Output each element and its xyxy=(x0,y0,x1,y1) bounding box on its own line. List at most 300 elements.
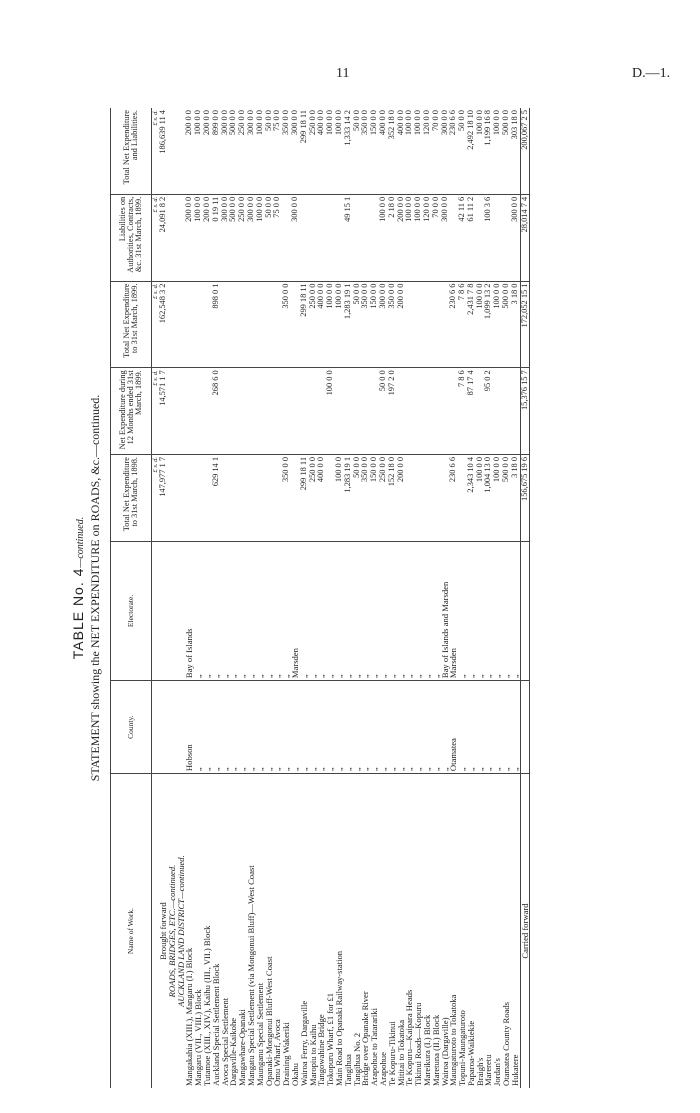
cell-liabilities xyxy=(326,194,335,281)
cell-total-1898 xyxy=(238,454,247,541)
cell-total-liabilities: 350 0 0 xyxy=(361,108,370,194)
cell-total-1898 xyxy=(256,454,265,541)
table-body-rows xyxy=(185,108,520,1088)
cell-county: „ xyxy=(212,681,221,774)
section-heading-row xyxy=(177,108,186,1088)
cell-liabilities: 250 0 0 xyxy=(238,194,247,281)
cell-work: Tikinui Roads—Kopuru xyxy=(413,1002,424,1086)
cell-total-liabilities: 100 0 0 xyxy=(405,108,414,194)
cell-net-1899 xyxy=(397,368,406,455)
cell-total-1899 xyxy=(423,281,432,368)
carried-forward-row xyxy=(520,108,530,1088)
cell-total-1899: 350 0 0 xyxy=(388,281,397,368)
cell-county: Hobson xyxy=(185,681,194,774)
cell-liabilities: 300 0 0 xyxy=(247,194,256,281)
cell-total-liabilities: 300 0 0 xyxy=(247,108,256,194)
cell-county: „ xyxy=(309,681,318,774)
cell-total-1899: 50 0 0 xyxy=(353,281,362,368)
cell-work: Main Road to Opanaki Railway-station xyxy=(333,950,344,1086)
cell-total-liabilities: 150 0 0 xyxy=(370,108,379,194)
cell-county: „ xyxy=(256,681,265,774)
cell-total-1898: 100 0 0 xyxy=(476,454,485,541)
table-row xyxy=(282,108,291,1088)
cell-total-1899: 100 0 0 xyxy=(335,281,344,368)
cell-work: Arapohue xyxy=(377,1052,388,1086)
cell-electorate: „ xyxy=(256,541,265,680)
cell-county: „ xyxy=(247,681,256,774)
cell-net-1899 xyxy=(221,368,230,455)
table-row xyxy=(353,108,362,1088)
cell-liabilities: 100 0 0 xyxy=(379,194,388,281)
cell-total-1899 xyxy=(256,281,265,368)
cell-net-1899: 87 17 4 xyxy=(467,368,476,455)
cell-work: Auckland Special Settlement Block xyxy=(210,963,221,1086)
cell-net-1899 xyxy=(335,368,344,455)
cell-total-liabilities: 100 0 0 xyxy=(194,108,203,194)
cell-total-liabilities: 230 6 6 xyxy=(449,108,458,194)
cell-total-liabilities: 50 0 0 xyxy=(353,108,362,194)
table-row xyxy=(476,108,485,1088)
cell-electorate: „ xyxy=(229,541,238,680)
cell-net-1899 xyxy=(344,368,353,455)
cell-liabilities: 500 0 0 xyxy=(229,194,238,281)
cell-net-1899: 100 0 0 xyxy=(326,368,335,455)
cell-electorate: „ xyxy=(432,541,441,680)
table-subtitle: STATEMENT showing the NET EXPENDITURE on ROADS, &c.—continued. xyxy=(88,394,102,782)
cell-liabilities: 70 0 0 xyxy=(432,194,441,281)
table-row xyxy=(511,108,520,1088)
cell-total-liabilities: 200 0 0 xyxy=(185,108,194,194)
cell-total-1899: 200 0 0 xyxy=(397,281,406,368)
cell-county: „ xyxy=(194,681,203,774)
cell-total-1898: 50 0 0 xyxy=(353,454,362,541)
cell-work: Tutamoe (XIII., XIV.), Kaihu (III., VII.) Block xyxy=(201,925,212,1086)
cell-county: „ xyxy=(379,681,388,774)
cell-total-1898: 350 0 0 xyxy=(361,454,370,541)
cell-liabilities: 100 0 0 xyxy=(405,194,414,281)
col-header-work: Name of Work. xyxy=(111,774,152,1088)
cell-work: Tangihua xyxy=(342,1054,353,1086)
cell-total-1899 xyxy=(247,281,256,368)
cell-total-1898: 150 0 0 xyxy=(370,454,379,541)
cell-total-1899: 500 0 0 xyxy=(502,281,511,368)
cell-electorate: „ xyxy=(309,541,318,680)
cell-electorate: „ xyxy=(212,541,221,680)
cell-county: „ xyxy=(484,681,493,774)
rotated-table-page xyxy=(70,88,670,1088)
cell-liabilities xyxy=(317,194,326,281)
units-label: £ s. d. xyxy=(152,281,160,368)
cell-county: „ xyxy=(282,681,291,774)
cell-net-1899 xyxy=(353,368,362,455)
units-label: £ s. d. xyxy=(152,454,160,541)
cell-total-1899: 172,052 15 1 xyxy=(520,281,530,368)
cell-total-1899 xyxy=(432,281,441,368)
table-row xyxy=(326,108,335,1088)
cell-total-1899: 350 0 0 xyxy=(361,281,370,368)
cell-net-1899: 7 8 6 xyxy=(458,368,467,455)
table-row xyxy=(247,108,256,1088)
cell-liabilities: 300 0 0 xyxy=(441,194,450,281)
cell-electorate: „ xyxy=(247,541,256,680)
cell-work: Okahu xyxy=(289,1063,300,1086)
cell-work: Tokopuru Wharf, £1 for £1 xyxy=(325,992,336,1086)
table-row xyxy=(423,108,432,1088)
cell-total-liabilities: 2,492 18 10 xyxy=(467,108,476,194)
cell-net-1899 xyxy=(423,368,432,455)
cell-total-1899: 100 0 0 xyxy=(493,281,502,368)
cell-total-1899 xyxy=(414,281,423,368)
cell-net-1899 xyxy=(194,368,203,455)
cell-total-1899: 898 0 1 xyxy=(212,281,221,368)
table-row xyxy=(467,108,476,1088)
cell-total-1899: 100 0 0 xyxy=(476,281,485,368)
cell-liabilities: 2 18 0 xyxy=(388,194,397,281)
units-label: £ s. d. xyxy=(152,194,160,281)
table-row xyxy=(344,108,353,1088)
table-row xyxy=(317,108,326,1088)
cell-liabilities: 49 15 1 xyxy=(344,194,353,281)
cell-electorate: „ xyxy=(282,541,291,680)
cell-net-1899 xyxy=(441,368,450,455)
cell-county: „ xyxy=(291,681,300,774)
cell-net-1899 xyxy=(238,368,247,455)
cell-liabilities: 300 0 0 xyxy=(291,194,300,281)
cell-liabilities: 200 0 0 xyxy=(397,194,406,281)
cell-electorate: „ xyxy=(414,541,423,680)
cell-total-liabilities: 400 0 0 xyxy=(379,108,388,194)
cell-work: Tangihua No. 2 xyxy=(351,1032,362,1086)
cell-work: Maretuna (II.) Block xyxy=(430,1014,441,1086)
cell-liabilities: 200 0 0 xyxy=(185,194,194,281)
cell-liabilities xyxy=(300,194,309,281)
cell-total-1898: 2,343 10 4 xyxy=(467,454,476,541)
table-row xyxy=(185,108,194,1088)
cell-work: Opanaki-Mongonui Bluff-West Coast xyxy=(263,956,274,1086)
cell-county: „ xyxy=(370,681,379,774)
cell-electorate: „ xyxy=(265,541,274,680)
cell-electorate: „ xyxy=(194,541,203,680)
cell-total-1899 xyxy=(229,281,238,368)
cell-total-liabilities: 300 0 0 xyxy=(221,108,230,194)
cell-work: Mangatu Special Settlement (via Mongonui Bluff)—West Coast xyxy=(245,865,256,1086)
cell-net-1899 xyxy=(300,368,309,455)
cell-electorate: „ xyxy=(370,541,379,680)
cell-work: Arapohue to Tatarariki xyxy=(369,1008,380,1086)
table-row xyxy=(441,108,450,1088)
cell-work: Maropiu to Kaihu xyxy=(307,1024,318,1086)
cell-total-liabilities: 200 0 0 xyxy=(203,108,212,194)
cell-net-1899 xyxy=(493,368,502,455)
cell-net-1899 xyxy=(273,368,282,455)
cell-county: „ xyxy=(467,681,476,774)
cell-county: „ xyxy=(458,681,467,774)
cell-net-1899 xyxy=(282,368,291,455)
cell-work: Bridge over Opanake River xyxy=(360,991,371,1086)
cell-work: Paparoa-Waikiekie xyxy=(465,1020,476,1086)
expenditure-table xyxy=(110,108,530,1088)
cell-total-liabilities: 75 0 0 xyxy=(273,108,282,194)
cell-electorate: „ xyxy=(476,541,485,680)
cell-total-liabilities: 50 0 0 xyxy=(458,108,467,194)
cell-net-1899 xyxy=(309,368,318,455)
cell-total-liabilities: 899 0 0 xyxy=(212,108,221,194)
cell-total-liabilities: 100 0 0 xyxy=(256,108,265,194)
cell-liabilities: 100 3 6 xyxy=(484,194,493,281)
cell-total-1898 xyxy=(229,454,238,541)
cell-work: Maungaturoto to Tokatoka xyxy=(448,994,459,1086)
table-row xyxy=(370,108,379,1088)
cell-electorate: Bay of Islands and Marsden xyxy=(441,541,450,680)
table-row xyxy=(502,108,511,1088)
cell-total-liabilities: 100 0 0 xyxy=(476,108,485,194)
cell-total-liabilities: 1,199 16 8 xyxy=(484,108,493,194)
cell-work: Mangawhare-Opanaki xyxy=(237,1009,248,1086)
cell-county: „ xyxy=(353,681,362,774)
cell-total-liabilities: 352 18 0 xyxy=(388,108,397,194)
col-header-electorate: Electorate. xyxy=(111,541,152,680)
cell-total-1899: 1,099 13 2 xyxy=(484,281,493,368)
cell-county: „ xyxy=(317,681,326,774)
cell-work: Avoca Special Settlement xyxy=(219,997,230,1086)
cell-work: Hukatere xyxy=(509,1054,520,1086)
cell-total-liabilities: 250 0 0 xyxy=(238,108,247,194)
units-label: £ s. d. xyxy=(152,368,160,455)
cell-county: „ xyxy=(361,681,370,774)
cell-total-liabilities: 200,067 2 5 xyxy=(520,108,530,194)
cell-total-1898: 629 14 1 xyxy=(212,454,221,541)
cell-county: „ xyxy=(511,681,520,774)
cell-net-1899: 95 0 2 xyxy=(484,368,493,455)
cell-electorate: „ xyxy=(493,541,502,680)
cell-total-1899 xyxy=(185,281,194,368)
cell-total-liabilities: 100 0 0 xyxy=(326,108,335,194)
cell-work: Maunganu Special Settlement xyxy=(254,982,265,1086)
cell-total-1898 xyxy=(247,454,256,541)
cell-total-1898 xyxy=(405,454,414,541)
cell-total-1898: 152 18 0 xyxy=(388,454,397,541)
cell-liabilities xyxy=(353,194,362,281)
cell-county: „ xyxy=(229,681,238,774)
table-row xyxy=(309,108,318,1088)
cell-electorate: „ xyxy=(423,541,432,680)
cell-total-1899: 2,431 7 8 xyxy=(467,281,476,368)
cell-liabilities: 300 0 0 xyxy=(511,194,520,281)
section-heading: AUCKLAND LAND DISTRICT—continued. xyxy=(175,855,186,1007)
cell-work: Mareikura (I.) Block xyxy=(421,1014,432,1086)
header-row xyxy=(111,108,152,1088)
cell-county: „ xyxy=(502,681,511,774)
table-row xyxy=(458,108,467,1088)
cell-total-1899: 300 0 0 xyxy=(379,281,388,368)
cell-electorate: „ xyxy=(335,541,344,680)
table-row xyxy=(256,108,265,1088)
section-heading: ROADS, BRIDGES, ETC.—continued. xyxy=(166,864,177,998)
cell-county: „ xyxy=(441,681,450,774)
cell-liabilities: 42 11 6 xyxy=(458,194,467,281)
cell-total-liabilities: 500 0 0 xyxy=(229,108,238,194)
cell-work: Mareretu xyxy=(483,1054,494,1086)
cell-electorate: „ xyxy=(326,541,335,680)
cell-liabilities: 28,014 7 4 xyxy=(520,194,530,281)
cell-work: Mangaru (VII., VIII.) Block xyxy=(193,989,204,1086)
cell-county: „ xyxy=(238,681,247,774)
cell-net-1899: 14,571 1 7 xyxy=(159,368,168,455)
cell-county: „ xyxy=(423,681,432,774)
cell-net-1899 xyxy=(247,368,256,455)
cell-county: „ xyxy=(493,681,502,774)
cell-work: Dargaville-Kaikohe xyxy=(228,1017,239,1086)
cell-total-1898: 1,283 19 1 xyxy=(344,454,353,541)
cell-total-liabilities: 299 18 11 xyxy=(300,108,309,194)
cell-electorate: Marsden xyxy=(291,541,300,680)
cell-total-1899: 150 0 0 xyxy=(370,281,379,368)
table-row xyxy=(273,108,282,1088)
table-row xyxy=(484,108,493,1088)
table-row xyxy=(388,108,397,1088)
cell-county: „ xyxy=(344,681,353,774)
cell-total-1898 xyxy=(221,454,230,541)
col-header-total-1899: Total Net Expenditure to 31st March, 1899. xyxy=(111,281,152,368)
cell-total-liabilities: 100 0 0 xyxy=(335,108,344,194)
cell-net-1899 xyxy=(414,368,423,455)
cell-total-1899 xyxy=(265,281,274,368)
cell-work: Te Kopuru—Kaipara Heads xyxy=(404,989,415,1086)
cell-work: Te Kopuru-Tikinui xyxy=(386,1021,397,1086)
cell-county: „ xyxy=(388,681,397,774)
cell-net-1899 xyxy=(229,368,238,455)
cell-total-1898: 400 0 0 xyxy=(317,454,326,541)
cell-electorate: „ xyxy=(458,541,467,680)
cell-total-1898: 250 0 0 xyxy=(379,454,388,541)
cell-county: „ xyxy=(414,681,423,774)
cell-net-1899: 268 6 0 xyxy=(212,368,221,455)
table-row xyxy=(405,108,414,1088)
carried-forward-label: Carried forward xyxy=(520,774,530,1088)
cell-electorate: „ xyxy=(221,541,230,680)
cell-total-liabilities: 186,639 11 4 xyxy=(159,108,168,194)
cell-electorate: Marsden xyxy=(449,541,458,680)
cell-county: „ xyxy=(326,681,335,774)
cell-liabilities: 0 19 11 xyxy=(212,194,221,281)
cell-work: Mititai to Tokatoka xyxy=(395,1019,406,1086)
table-row xyxy=(221,108,230,1088)
cell-work: Jordan's xyxy=(492,1058,503,1086)
cell-county: „ xyxy=(273,681,282,774)
col-header-liabilities: Liabilities on Authorities, Contracts, &c. 31st March, 1899. xyxy=(111,194,152,281)
cell-county: „ xyxy=(265,681,274,774)
cell-liabilities: 61 11 2 xyxy=(467,194,476,281)
cell-total-liabilities: 300 0 0 xyxy=(291,108,300,194)
cell-work: Otamatea County Roads xyxy=(501,1001,512,1086)
cell-total-1898: 156,675 19 6 xyxy=(520,454,530,541)
cell-total-1899 xyxy=(221,281,230,368)
cell-total-1898 xyxy=(194,454,203,541)
cell-work: Tangowahine Bridge xyxy=(316,1014,327,1086)
cell-county: „ xyxy=(432,681,441,774)
cell-county: „ xyxy=(221,681,230,774)
cell-electorate: „ xyxy=(511,541,520,680)
cell-liabilities: 300 0 0 xyxy=(221,194,230,281)
cell-total-1898: 200 0 0 xyxy=(397,454,406,541)
cell-total-1899: 400 0 0 xyxy=(317,281,326,368)
table-row xyxy=(361,108,370,1088)
page-number: 11 xyxy=(336,66,350,81)
cell-total-1898: 250 0 0 xyxy=(309,454,318,541)
cell-work: Draining Wakeriki xyxy=(281,1022,292,1086)
cell-total-1899 xyxy=(405,281,414,368)
cell-net-1899: 197 2 0 xyxy=(388,368,397,455)
table-row xyxy=(291,108,300,1088)
cell-county: „ xyxy=(476,681,485,774)
cell-electorate: „ xyxy=(405,541,414,680)
cell-county: „ xyxy=(300,681,309,774)
cell-liabilities: 50 0 0 xyxy=(265,194,274,281)
cell-net-1899 xyxy=(265,368,274,455)
cell-total-liabilities: 120 0 0 xyxy=(423,108,432,194)
cell-electorate: „ xyxy=(502,541,511,680)
cell-total-1899 xyxy=(194,281,203,368)
cell-total-liabilities: 300 0 0 xyxy=(441,108,450,194)
table-row xyxy=(212,108,221,1088)
cell-total-1898: 100 0 0 xyxy=(493,454,502,541)
cell-net-1899 xyxy=(511,368,520,455)
table-row xyxy=(229,108,238,1088)
cell-electorate: „ xyxy=(353,541,362,680)
cell-liabilities xyxy=(361,194,370,281)
cell-liabilities xyxy=(493,194,502,281)
cell-total-liabilities: 500 0 0 xyxy=(502,108,511,194)
cell-total-1899: 299 18 11 xyxy=(300,281,309,368)
cell-county: „ xyxy=(203,681,212,774)
cell-net-1899: 15,376 15 7 xyxy=(520,368,530,455)
table-row xyxy=(379,108,388,1088)
cell-net-1899 xyxy=(291,368,300,455)
cell-total-1899: 230 6 6 xyxy=(449,281,458,368)
brought-forward-label: Brought forward xyxy=(158,902,168,960)
cell-total-liabilities: 100 0 0 xyxy=(493,108,502,194)
cell-work: Wairoa Ferry, Dargaville xyxy=(298,1000,309,1086)
cell-net-1899 xyxy=(256,368,265,455)
document-reference: D.—1. xyxy=(632,66,671,81)
col-header-net-1899: Net Expenditure during 12 Months ended 31st March, 1899. xyxy=(111,368,152,455)
table-row xyxy=(300,108,309,1088)
cell-total-1899: 250 0 0 xyxy=(309,281,318,368)
cell-total-liabilities: 70 0 0 xyxy=(432,108,441,194)
cell-electorate: „ xyxy=(467,541,476,680)
cell-county: Otamatea xyxy=(449,681,458,774)
table-row xyxy=(493,108,502,1088)
cell-total-1898: 500 0 0 xyxy=(502,454,511,541)
cell-net-1899 xyxy=(405,368,414,455)
cell-electorate: „ xyxy=(388,541,397,680)
cell-electorate: „ xyxy=(273,541,282,680)
cell-total-liabilities: 1,333 14 2 xyxy=(344,108,353,194)
cell-total-1898: 147,977 1 7 xyxy=(159,454,168,541)
cell-work: Wairoa (Dargaville) xyxy=(439,1017,450,1086)
table-row xyxy=(203,108,212,1088)
cell-net-1899 xyxy=(502,368,511,455)
cell-total-1899: 3 18 0 xyxy=(511,281,520,368)
cell-county: „ xyxy=(397,681,406,774)
cell-total-1898: 230 6 6 xyxy=(449,454,458,541)
cell-total-1898: 3 18 0 xyxy=(511,454,520,541)
cell-total-liabilities: 50 0 0 xyxy=(265,108,274,194)
cell-total-1899: 7 8 6 xyxy=(458,281,467,368)
cell-work: Topuni-Maungaturoto xyxy=(457,1010,468,1086)
cell-total-1898: 100 0 0 xyxy=(335,454,344,541)
cell-electorate: „ xyxy=(300,541,309,680)
